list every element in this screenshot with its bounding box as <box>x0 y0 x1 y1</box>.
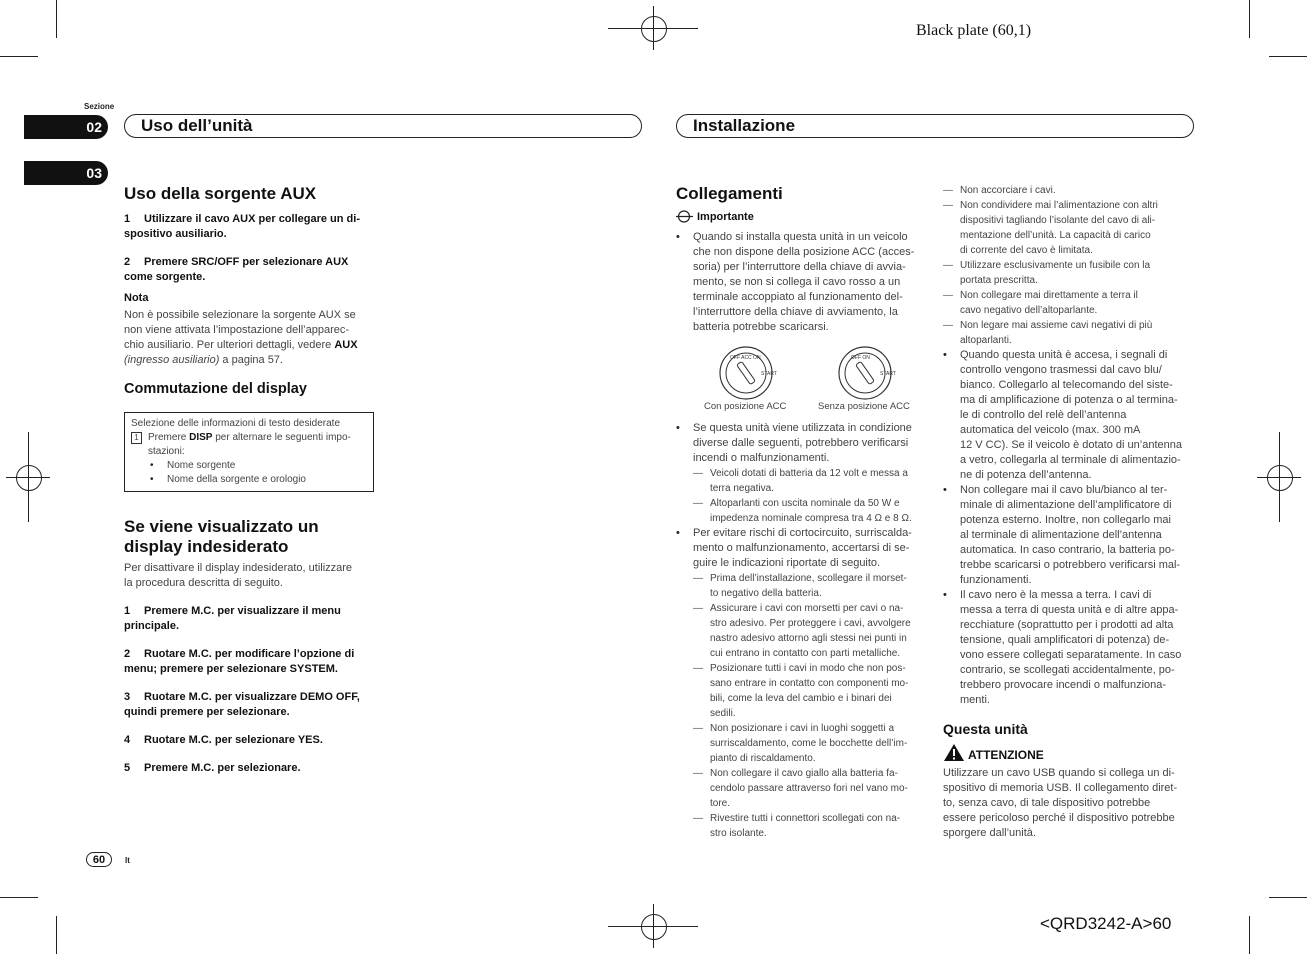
list-item: • Nome della sorgente e orologio <box>150 473 367 487</box>
collegamenti-list-2 <box>676 421 928 841</box>
display-procedure-box <box>124 412 374 492</box>
dash-list <box>693 571 928 841</box>
dash-list-top <box>943 183 1195 348</box>
unwanted-step-2: 2 Ruotare M.C. per modificare l’opzione di menu; premere per selezionare SYSTEM. <box>124 648 355 675</box>
header-right: Installazione <box>676 114 1194 138</box>
list-item: • Nome sorgente <box>150 459 367 473</box>
list-item: • Il cavo nero è la messa a terra. I cavi di messa a terra di questa unità e di altre appa- recchiature (soprattutto per i prodotti ad alta tensione, quali amplificatori di potenza) de- vono essere collegati separatamente. In caso contrario, se scollegati accidentalmente, po- trebbero provocare incendi o malfunziona- menti. <box>943 588 1195 708</box>
list-item: — Non condividere mai l’alimentazione con altri dispositivi tagliando l’isolante del cavo di ali- mentazione dell’unità. La capacità di carico di corrente del cavo è limitata. <box>943 198 1195 258</box>
important-icon <box>676 210 693 228</box>
unwanted-title: Se viene visualizzato un display indesiderato <box>124 517 319 556</box>
box-title: Selezione delle informazioni di testo desiderate <box>131 418 341 429</box>
collegamenti-list-1 <box>676 230 928 335</box>
figure-caption-right: Senza posizione ACC <box>818 401 910 412</box>
box-step: 1 Premere DISP per alternare le seguenti impo- <box>131 431 367 445</box>
aux-title: Uso della sorgente AUX <box>124 184 317 203</box>
attenzione-text: Utilizzare un cavo USB quando si collega un di- spositivo di memoria USB. Il collegamento diret- to, senza cavo, di tale dispositivo potrebbe essere pericoloso perché il dispositivo potrebbe sporgere dall’unità. <box>943 767 1178 839</box>
attenzione-heading: ATTENZIONE <box>943 743 1195 766</box>
list-item: • Se questa unità viene utilizzata in condizione diverse dalle seguenti, potrebbero verificarsi incendi o malfunzionamenti. — Veicoli dotati di batteria da 12 volt e messa a terra negativa. — Altoparlanti con uscita nominale da 50 W e impedenza nominale compresa tra 4 Ω e 8 Ω. <box>676 421 928 526</box>
list-item: — Veicoli dotati di batteria da 12 volt e messa a terra negativa. <box>693 466 928 496</box>
unwanted-section <box>124 517 376 776</box>
questa-unita-title: Questa unità <box>943 721 1028 737</box>
crop-mark <box>1269 56 1307 57</box>
list-item: • Per evitare rischi di cortocircuito, surriscalda- mento o malfunzionamento, accertarsi di se- guire le indicazioni riportate di seguito. — Prima dell’installazione, scollegare il morset- to negativo della batteria. — Assicurare i cavi con morsetti per cavi o na- stro adesivo. Per proteggere i cavi, avvolgere nastro adesivo attorno agli stessi nei punti in cui entrano in contatto con parti metalliche. — Posizionare tutti i cavi in modo che non pos- sano entrare in contatto con componenti mo- bili, come la leva del cambio e i binari dei sedili. — Non posizionare i cavi in luoghi soggetti a surriscaldamento, come le bocchette dell’im- pianto di riscaldamento. — Non collegare il cavo giallo alla batteria fa- cendolo passare attraverso fori nel vano mo- tore. — Rivestire tutti i connettori scollegati con na- stro isolante. <box>676 526 928 841</box>
list-item: • Quando questa unità è accesa, i segnali di controllo vengono trasmessi dal cavo blu/ bianco. Collegarlo al telecomando del siste- ma di amplificazione di potenza o al termina- le di controllo del relè dell’antenna automatica del veicolo (max. 300 mA 12 V CC). Se il veicolo è dotato di un’antenna a vetro, collegarla al terminale di alimentazio- ne di potenza dell’antenna. <box>943 348 1195 483</box>
list-item: — Altoparlanti con uscita nominale da 50 W e impedenza nominale compresa tra 4 Ω e 8 Ω. <box>693 496 928 526</box>
crop-mark <box>0 897 38 898</box>
crop-mark <box>1249 0 1250 38</box>
figure-caption-left: Con posizione ACC <box>704 401 787 412</box>
section-label: Sezione <box>84 102 115 111</box>
column-left <box>124 184 376 368</box>
nota-title: Nota <box>124 292 149 304</box>
box-step-line2: stazioni: <box>148 446 185 457</box>
language-label: It <box>125 856 130 865</box>
crop-mark <box>0 56 38 57</box>
aux-step-1: 1 Utilizzare il cavo AUX per collegare un di- spositivo ausiliario. <box>124 213 360 240</box>
list-item: — Utilizzare esclusivamente un fusibile con la portata prescritta. <box>943 258 1195 288</box>
warning-icon <box>943 743 965 766</box>
nota-text: Non è possibile selezionare la sorgente AUX se non viene attivata l’impostazione dell’apparec- chio ausiliario. Per ulteriori dettagli, vedere AUX (ingresso ausiliario) a pagina 57. <box>124 309 358 366</box>
unwanted-step-5: 5 Premere M.C. per selezionare. <box>124 762 301 774</box>
importante-heading: Importante <box>676 210 928 228</box>
box-list <box>131 459 367 487</box>
list-item: — Non accorciare i cavi. <box>943 183 1195 198</box>
svg-text:OFF ACC ON: OFF ACC ON <box>730 355 761 361</box>
list-item: — Rivestire tutti i connettori scollegati con na- stro isolante. <box>693 811 928 841</box>
document-code: <QRD3242-A>60 <box>1040 914 1172 933</box>
crop-mark <box>56 916 57 954</box>
list-item: — Prima dell’installazione, scollegare il morset- to negativo della batteria. <box>693 571 928 601</box>
section-tab-03: 03 <box>24 161 108 185</box>
list-item: • Non collegare mai il cavo blu/bianco al ter- minale di alimentazione dell’amplificatore di potenza esterno. Inoltre, non collegarlo mai al terminale di alimentazione dell’antenna automatica. In caso contrario, la batteria po- trebbe scaricarsi o potrebbero verificarsi mal- funzionamenti. <box>943 483 1195 588</box>
svg-text:OFF ON: OFF ON <box>851 355 870 361</box>
list-item: — Non collegare il cavo giallo alla batteria fa- cendolo passare attraverso fori nel vano mo- tore. <box>693 766 928 811</box>
crop-mark <box>1269 897 1307 898</box>
dash-list <box>693 466 928 526</box>
column-right <box>943 183 1195 841</box>
svg-text:START: START <box>880 371 896 377</box>
list-item: — Non posizionare i cavi in luoghi soggetti a surriscaldamento, come le bocchette dell’im- pianto di riscaldamento. <box>693 721 928 766</box>
crop-mark <box>56 0 57 38</box>
list-item: — Assicurare i cavi con morsetti per cavi o na- stro adesivo. Per proteggere i cavi, avvolgere nastro adesivo attorno agli stessi nei punti in cui entrano in contatto con parti metalliche. <box>693 601 928 661</box>
right-bullet-list <box>943 348 1195 708</box>
unwanted-step-4: 4 Ruotare M.C. per selezionare YES. <box>124 734 323 746</box>
aux-step-2: 2 Premere SRC/OFF per selezionare AUX come sorgente. <box>124 256 349 283</box>
unwanted-step-1: 1 Premere M.C. per visualizzare il menu principale. <box>124 605 341 632</box>
plate-label: Black plate (60,1) <box>916 22 1032 39</box>
unwanted-step-3: 3 Ruotare M.C. per visualizzare DEMO OFF, quindi premere per selezionare. <box>124 691 360 718</box>
crop-mark <box>1249 916 1250 954</box>
ignition-key-acc-icon <box>718 345 777 406</box>
svg-text:START: START <box>761 371 777 377</box>
collegamenti-continued <box>676 421 928 841</box>
page-number: 60 <box>86 852 112 867</box>
section-tab-02: 02 <box>24 115 108 139</box>
list-item: — Posizionare tutti i cavi in modo che non pos- sano entrare in contatto con componenti mo- bili, come la leva del cambio e i binari dei sedili. <box>693 661 928 721</box>
collegamenti-title: Collegamenti <box>676 184 783 203</box>
list-item: — Non collegare mai direttamente a terra il cavo negativo dell’altoparlante. <box>943 288 1195 318</box>
display-title: Commutazione del display <box>124 381 307 397</box>
unwanted-intro: Per disattivare il display indesiderato, utilizzare la procedura descritta di seguito. <box>124 562 353 589</box>
list-item: • Quando si installa questa unità in un veicolo che non dispone della posizione ACC (acces- soria) per l’interruttore della chiave di avvia- mento, se non si collega il cavo rosso a un terminale accoppiato al funzionamento del- l’interruttore della chiave di avviamento, la batteria potrebbe scaricarsi. <box>676 230 928 335</box>
column-middle <box>676 184 928 335</box>
ignition-key-no-acc-icon <box>837 345 896 406</box>
header-left: Uso dell’unità <box>124 114 642 138</box>
list-item: — Non legare mai assieme cavi negativi di più altoparlanti. <box>943 318 1195 348</box>
